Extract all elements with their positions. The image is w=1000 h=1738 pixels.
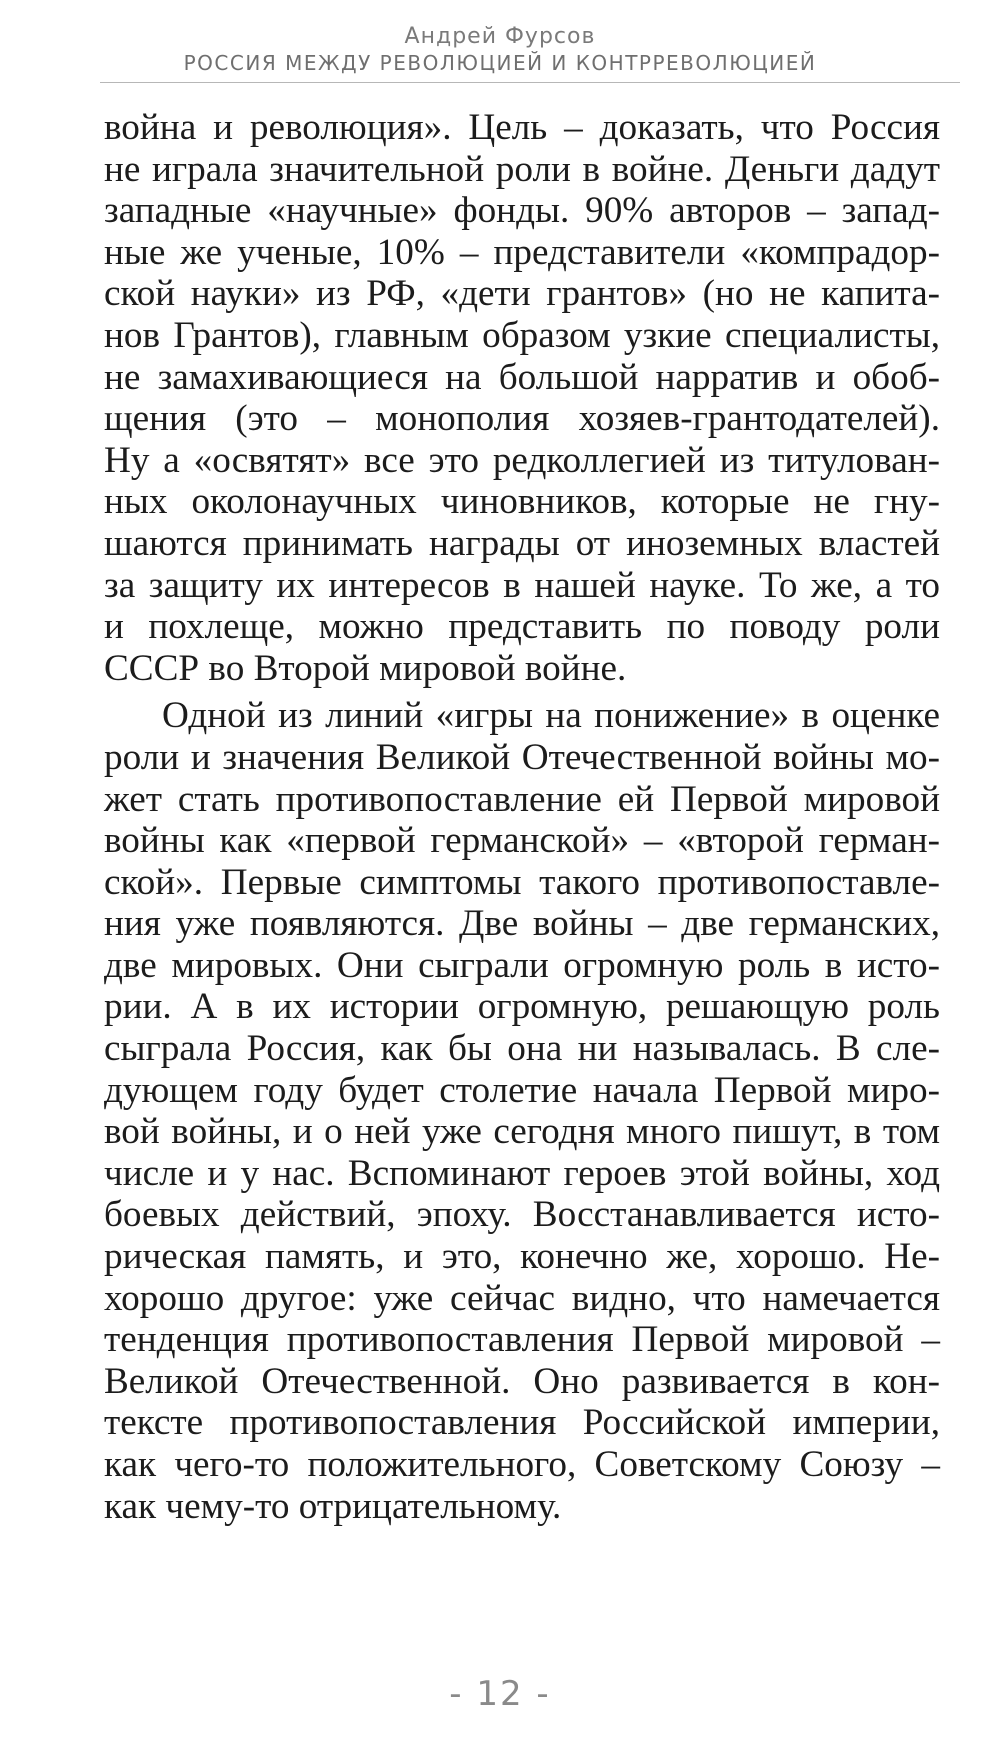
text-line: как чему-то отрицательному.: [104, 1485, 562, 1527]
text-line: рии. А в их истории огромную, решающую роль: [104, 986, 940, 1028]
text-line: ные же ученые, 10% – представители «компрадор-: [104, 231, 940, 273]
paragraph-1: [104, 107, 940, 689]
text-line: Ну а «освятят» все это редколлегией из титулован-: [104, 439, 940, 481]
text-line: сыграла Россия, как бы она ни называлась. В сле-: [104, 1028, 940, 1070]
text-line: числе и у нас. Вспоминают героев этой войны, ход: [104, 1152, 940, 1194]
text-line: щения (это – монополия хозяев-грантодателей).: [104, 398, 940, 440]
text-line: ных околонаучных чиновников, которые не гну-: [104, 481, 940, 523]
page-number: - 12 -: [449, 1674, 551, 1714]
page-body: [104, 107, 940, 1527]
text-line: за защиту их интересов в нашей науке. То же, а то: [104, 564, 940, 606]
text-line: шаются принимать награды от иноземных властей: [104, 522, 940, 564]
text-line: тенденция противопоставления Первой мировой –: [104, 1319, 940, 1361]
text-line: рическая память, и это, конечно же, хорошо. Не-: [104, 1236, 940, 1278]
text-line: как чего-то положительного, Советскому Союзу –: [104, 1444, 940, 1485]
text-line: войны как «первой германской» – «второй герман-: [104, 820, 940, 862]
text-line: боевых действий, эпоху. Восстанавливается исто-: [104, 1194, 940, 1236]
text-line: СССР во Второй мировой войне.: [104, 647, 627, 689]
text-line: Одной из линий «игры на понижение» в оценке: [162, 695, 940, 737]
text-line: не играла значительной роли в войне. Деньги дадут: [104, 148, 940, 190]
text-line: не замахивающиеся на большой нарратив и обоб-: [104, 356, 940, 398]
header-rule: [100, 82, 960, 83]
text-line: война и революция». Цель – доказать, что Россия: [104, 107, 940, 148]
running-head-author: Андрей Фурсов: [404, 24, 596, 49]
running-head-book-title: РОССИЯ МЕЖДУ РЕВОЛЮЦИЕЙ И КОНТРРЕВОЛЮЦИЕЙ: [183, 51, 817, 75]
text-line: хорошо другое: уже сейчас видно, что намечается: [104, 1277, 940, 1319]
text-line: Великой Отечественной. Оно развивается в кон-: [104, 1360, 940, 1402]
text-line: тексте противопоставления Российской империи,: [104, 1402, 940, 1444]
text-line: ния уже появляются. Две войны – две германских,: [104, 903, 940, 945]
text-line: две мировых. Они сыграли огромную роль в исто-: [104, 944, 940, 986]
text-line: вой войны, и о ней уже сегодня много пишут, в том: [104, 1111, 940, 1153]
paragraph-2: [104, 695, 940, 1527]
text-line: дующем году будет столетие начала Первой миро-: [104, 1069, 940, 1111]
text-line: и похлеще, можно представить по поводу роли: [104, 606, 940, 648]
text-line: западные «научные» фонды. 90% авторов – запад-: [104, 190, 940, 232]
text-line: ской». Первые симптомы такого противопоставле-: [104, 861, 940, 903]
text-line: роли и значения Великой Отечественной войны мо-: [104, 736, 940, 778]
text-line: жет стать противопоставление ей Первой мировой: [104, 778, 940, 820]
text-line: нов Грантов), главным образом узкие специалисты,: [104, 314, 940, 356]
text-line: ской науки» из РФ, «дети грантов» (но не капита-: [104, 273, 940, 315]
